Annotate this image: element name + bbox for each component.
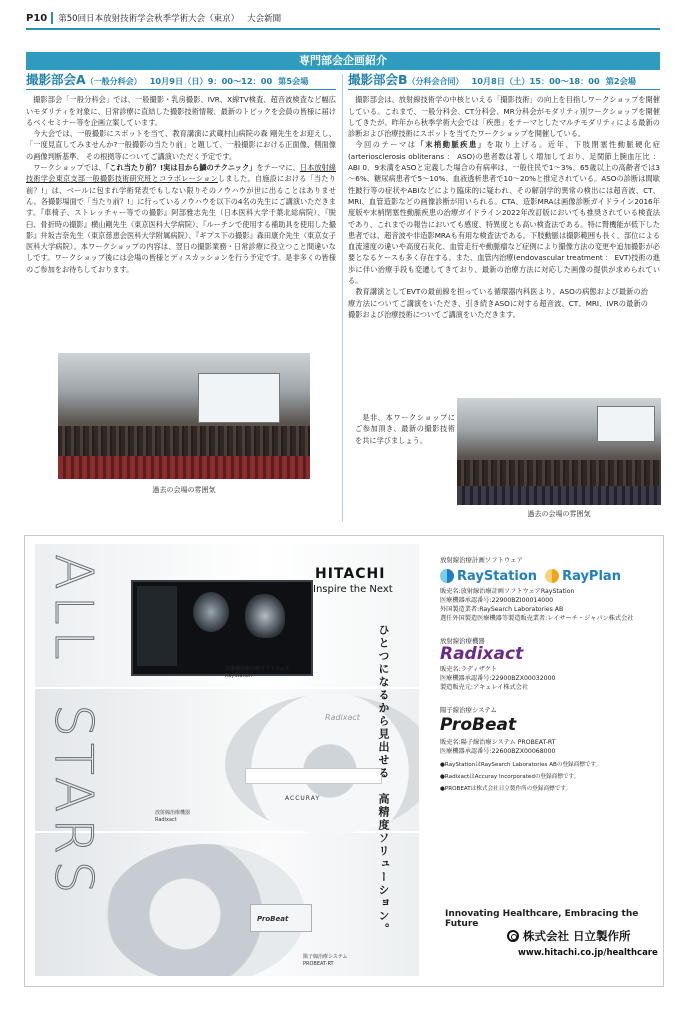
rx-line-2: 医療機器承認番号:22900BZX00032000 [440,675,556,682]
rayplan-icon [545,569,559,583]
radixact-label: 放射線治療機器 Radixact [155,810,191,823]
stars-text: STARS [43,704,103,900]
hitachi-mark-icon [507,930,519,942]
ad-product-info [440,536,662,794]
raystation-logo: RayStation [440,569,537,583]
section-a-para-1: 撮影部会「一般分科会」では、一般撮影・乳房撮影、IVR、X線TV検査、超音波検査など幅広いモダリティを対象に、日常診療に直結した撮影技術情報、最新のトピックを会員の皆様に届けるべくセミナー等を企画立案しています。 [26,95,336,127]
section-a-title [26,74,336,90]
header-separator [51,12,53,24]
venue-photo-b [457,398,661,505]
chairs [58,456,310,479]
rx-line-1: 販売名:ラディザクト [440,666,498,673]
trademark-note-2: ●RadixactはAccuray Incorporatedの登録商標です。 [440,774,580,780]
radixact-logo: Radixact [440,644,524,664]
section-a [26,74,336,275]
page-number: P10 [26,12,48,24]
workshop-theme: 「これ当たり前？!実は目から鱗のテクニック」 [105,163,257,173]
section-b [348,74,660,320]
paper-title: 大会新聞 [247,14,282,24]
caption-a: 過去の会場の雰囲気 [152,486,216,494]
company-name: 株式会社 日立製作所 [507,928,631,944]
raystation-logos [440,569,662,583]
company-url[interactable]: www.hitachi.co.jp/healthcare [518,948,658,958]
catch-copy: ひとつになるから見出せる 高精度ソリューション。 [377,624,390,936]
rs-line-1: 販売名:放射線治療計画ソフトウェアRayStation [440,588,575,595]
ad-visual [35,544,419,976]
section-a-venue: 第5会場 [278,76,309,86]
rayplan-logo: RayPlan [545,569,621,583]
section-a-para-3: ワークショップでは、「これ当たり前？!実は目から鱗のテクニック」をテーマに、日本放射線技術学会東京支部一般撮影技術研究班とコラボレーションしました。自施設における「当たり前？!」は、ベールに包まれ学術発表でもしない限りそのノウハウが世に出ることはありません。各撮影場面で「当たり前？!」に行っているノウハウを以下の4名の先生にご講演いただきます。『車椅子、ストレッチャー等での撮影』阿部雅志先生（日本医科大学千葉北総病院）、『脱臼、骨折時の撮影』横山剛先生（東京医科大学病院）、『ルーチンで使用する補助具を使用した撮影』井坂吉奈先生（東京慈恵会医科大学附属病院）、『ギプス下の撮影』森田康介先生（東京女子医科大学病院）。本ワークショップの内容は、翌日の撮影業務・日常診療に役立つこと間違いなしです。ワークショップ後には会場の皆様とディスカッションを行う予定です。是非多くの皆様のご参加をお待ちしております。 [26,163,336,274]
all-text: ALL [43,554,103,666]
hitachi-tagline: Inspire the Next [313,584,393,595]
planning-monitor [131,580,313,676]
probeat-logo: ProBeat [440,715,517,735]
hitachi-advertisement [24,535,664,987]
probeat-embossed: ProBeat [257,915,289,923]
section-b-date: 10月8日（土）15：00～18：00 [471,76,600,86]
projection-screen [198,373,280,423]
pb-line-2: 医療機器承認番号:22600BZX00068000 [440,748,556,755]
rx-line-3: 製造販売元:アキュレイ株式会社 [440,684,529,691]
raystation-icon [440,569,454,583]
section-b-para-1: 撮影部会は、放射線技術学の中核といえる「撮影技術」の向上を目指しワークショップを開催している。これまで、一般分科会、CT分科会、MR分科会がモダリティ別ワークショップを開催してきたが、昨年から秋季学術大会では「疾患」をテーマとしたマルチモダリティによる最新の診断および治療技術にスポットを当てたワークショップを開催している。 [348,95,660,139]
radixact-couch [245,768,382,784]
pb-line-1: 販売名:陽子線治療システム PROBEAT-RT [440,739,556,746]
section-b-para-4: 是非、本ワークショップにご参加頂き、最新の撮影技術を共に学びましょう。 [355,413,455,445]
innovating-slogan: Innovating Healthcare, Embracing the Future [445,909,639,929]
section-a-date: 10月9日（日）9：00～12：00 [149,76,273,86]
section-banner: 専門部会企画紹介 [26,52,660,70]
section-b-para-2: 今回のテーマは「末梢動脈疾患」を取り上げる。近年、下肢閉塞性動脈硬化症(arteriosclerosis obliterans ： ASO)の患者数は著しく増加しており、足関節上腕血圧比 ： ABI 0．9未満をASOと定義した場合の有病率は、一般住民で1～3%、65歳以上の高齢者では3～6%、糖尿病患者で5～10%、血液透析患者で10～20%と推定されている。ASOの診断は間歇性跛行等の症状やABIなどにより臨床的に疑われ、その解剖学的異常の検出には超音波、CT、MRI、血管造影などの画像診断が用いられる。CTA、造影MRAは画像診断ガイドライン2016年度版や末梢閉塞性動脈疾患の治療ガイドライン2022年改訂版においても推奨されている検査法であり、これまでの報告においても感度、特異度とも高い検査法である。特に腎機能が低下した患者では、超音波や非造影MRAも有用な検査法である。下肢動脈は撮影範囲も長く、部位による血流速度の違いや高度石灰化、血管走行や動脈瘤など症例により撮像方法の変更や追加撮影が必要となるケースも多く存在する。また、血管内治療(endovascular treatment ： EVT)技術の進歩に伴い治療手段も変遷してきており、最新の治療方法に対応した画像の提供が求められている。 [348,140,660,286]
probeat-label: 陽子線治療システム PROBEAT-RT [303,954,348,967]
section-a-sub: （一般分科会） [85,77,142,86]
section-b-title [348,74,660,90]
section-b-tail [355,412,455,446]
section-a-para-2: 今大会では、一般撮影にスポットを当て、教育講演に武蔵村山病院の森 剛先生をお迎えし、「一度見直してみませんか?一般撮影の当たり前」と題して、一般撮影における正面像、側面像の画像判断基準、 その根拠等についてご講演いただく予定です。 [26,129,336,161]
probeat-section-title: 陽子線治療システム [440,706,497,714]
rs-line-2: 医療機器承認番号:22900BZI00014000 [440,597,554,604]
monitor-label: 放射線治療計画ソフトウェア RayStation [225,666,290,679]
column-divider [342,74,343,522]
section-b-name: 撮影部会B [348,72,408,87]
theme-title: 「末梢動脈疾患」 [416,140,487,150]
section-b-venue: 第2会場 [605,76,636,86]
chairs-b [457,486,661,505]
section-a-name: 撮影部会A [26,72,86,87]
radixact-section-title: 放射線治療機器 [440,637,485,645]
rs-line-3: 外国製造業者:RaySearch Laboratories AB [440,606,564,613]
projection-screen-b [597,406,655,442]
conference-title: 第50回日本放射技術学会秋季学術大会（東京） [58,14,240,24]
hitachi-logo: HITACHI [315,566,386,582]
venue-photo-a [58,353,310,479]
accuray-label: ACCURAY [285,795,320,802]
page-header [26,8,660,30]
radixact-embossed: Radixact [325,713,360,722]
caption-b: 過去の会場の雰囲気 [527,510,591,518]
trademark-note-3: ●PROBEATは株式会社日立製作所の登録商標です。 [440,786,571,792]
raystation-section-title: 放射線治療計画ソフトウェア [440,556,523,564]
section-b-para-3: 教育講演としてEVTの最前線を担っている循環器内科医より、ASOの病態および最新の治療方法についてご講演をいただき、引き続きASOに対する超音波、CT、MRI、IVRの最新の撮影および治療技術についてご講演をいただきます。 [348,287,648,319]
trademark-note-1: ●RayStationはRaySearch Laboratories ABの登録商標です。 [440,762,602,768]
collaboration-note: 日本放射線技術学会東京支部一般撮影技術研究班とコラボレーション [26,163,336,184]
rs-line-4: 選任外国製造医療機器等製造販売業者:レイサーチ・ジャパン株式会社 [440,615,634,622]
section-b-sub: （分科会合同） [407,77,464,86]
